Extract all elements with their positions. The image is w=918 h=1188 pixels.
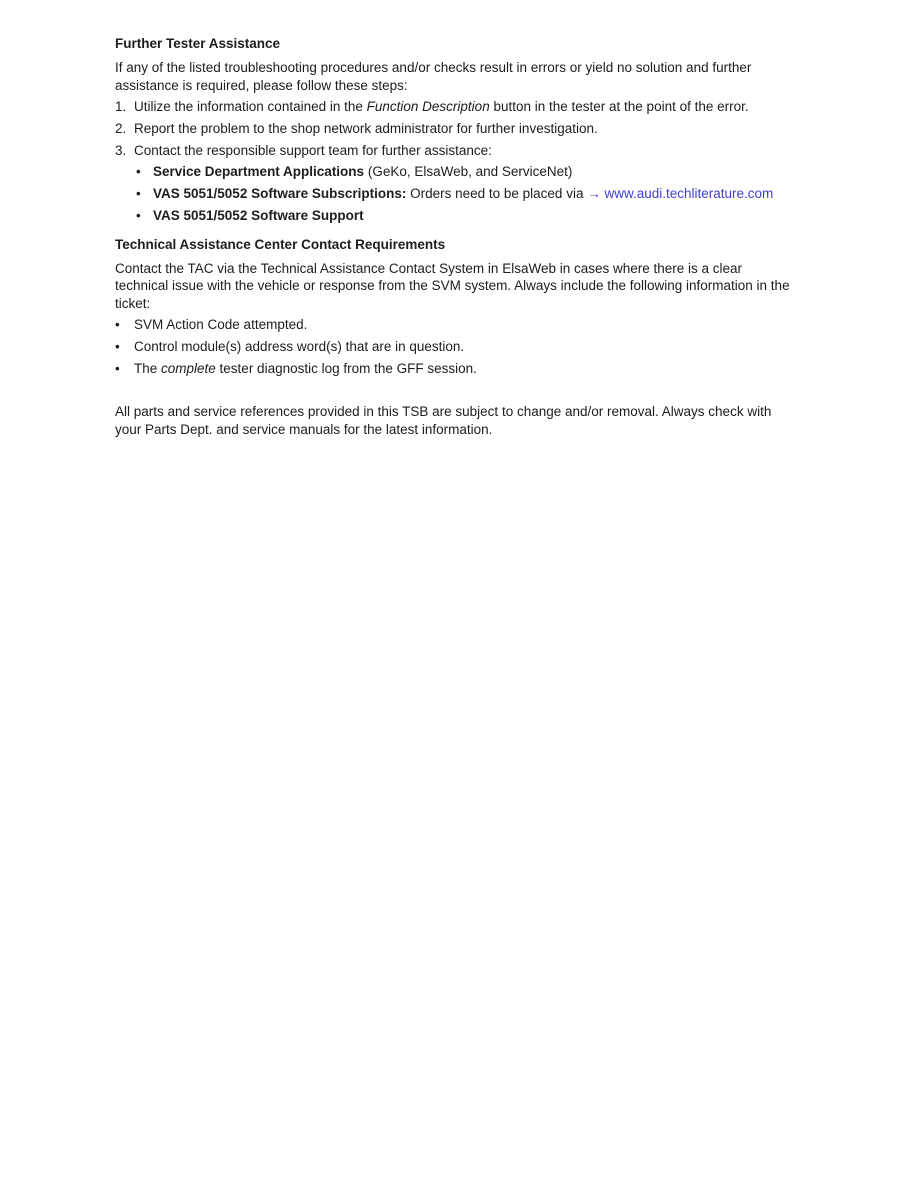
support-bullet-software-subscriptions (115, 185, 795, 203)
bullet-icon: • (136, 186, 141, 202)
bullet-text: Control module(s) address word(s) that are in question. (134, 339, 465, 354)
section-heading-further-tester-assistance: Further Tester Assistance (115, 36, 281, 51)
bullet-text (153, 207, 795, 225)
bullet-text-segment: The (134, 360, 162, 376)
bullet-text-bold: Service Department Applications (153, 164, 365, 180)
bullet-text-segment: tester diagnostic log from the GFF session. (215, 360, 477, 376)
bullet-text-italic: complete (161, 360, 216, 376)
bullet-text-segment: (GeKo, ElsaWeb, and ServiceNet) (364, 164, 573, 180)
intro-line: If any of the listed troubleshooting procedures and/or checks result in errors or yield no solution and further (115, 60, 752, 75)
step-item-2 (115, 120, 795, 138)
step-item-1 (115, 98, 795, 116)
support-bullet-list (115, 163, 795, 225)
step-number: 3. (115, 142, 127, 158)
ticket-bullet-control-modules (115, 338, 795, 356)
step-text-italic: Function Description (366, 99, 490, 114)
ticket-bullet-diagnostic-log (115, 360, 795, 378)
step-number: 1. (115, 99, 127, 114)
support-bullet-service-dept (115, 163, 795, 181)
bullet-text (134, 360, 795, 378)
step-number: 2. (115, 120, 127, 136)
tac-line: technical issue with the vehicle or response from the SVM system. Always include the following information in the (115, 278, 790, 294)
techliterature-link[interactable]: www.audi.techliterature.com (604, 186, 774, 202)
bullet-text-bold: VAS 5051/5052 Software Subscriptions: (153, 186, 407, 202)
step-text: Contact the responsible support team for further assistance: (134, 142, 492, 158)
step-text (134, 98, 795, 116)
tac-paragraph (115, 260, 795, 313)
numbered-step-list (115, 98, 795, 159)
ticket-info-bullet-list (115, 316, 795, 377)
bullet-icon: • (136, 164, 141, 180)
intro-paragraph (115, 59, 795, 94)
disclaimer-paragraph (115, 403, 795, 438)
intro-line: assistance is required, please follow these steps: (115, 77, 408, 93)
bullet-text-bold: VAS 5051/5052 Software Support (153, 208, 364, 224)
bullet-icon: • (115, 317, 120, 333)
bullet-text (153, 163, 795, 181)
bullet-icon: • (136, 208, 141, 224)
step-text-segment: button in the tester at the point of the error. (489, 99, 749, 114)
bullet-icon: • (115, 360, 120, 376)
bullet-text: SVM Action Code attempted. (134, 317, 308, 333)
bullet-text (153, 185, 795, 203)
document-content (115, 35, 795, 442)
bullet-text-segment: Orders need to be placed via (406, 186, 588, 202)
bullet-icon: • (115, 339, 120, 354)
step-text-segment: Utilize the information contained in the (134, 99, 367, 114)
ticket-bullet-svm-action-code (115, 316, 795, 334)
tac-line: Contact the TAC via the Technical Assistance Contact System in ElsaWeb in cases where there is a clear (115, 260, 743, 276)
step-text: Report the problem to the shop network administrator for further investigation. (134, 120, 598, 136)
arrow-right-icon: → (587, 186, 601, 202)
section-heading-tac-contact-requirements: Technical Assistance Center Contact Requirements (115, 236, 446, 252)
support-bullet-software-support (115, 207, 795, 225)
disclaimer-line: All parts and service references provided in this TSB are subject to change and/or removal. Always check with (115, 404, 772, 420)
step-item-3 (115, 142, 795, 160)
disclaimer-line: your Parts Dept. and service manuals for the latest information. (115, 421, 493, 437)
tac-line: ticket: (115, 295, 151, 311)
